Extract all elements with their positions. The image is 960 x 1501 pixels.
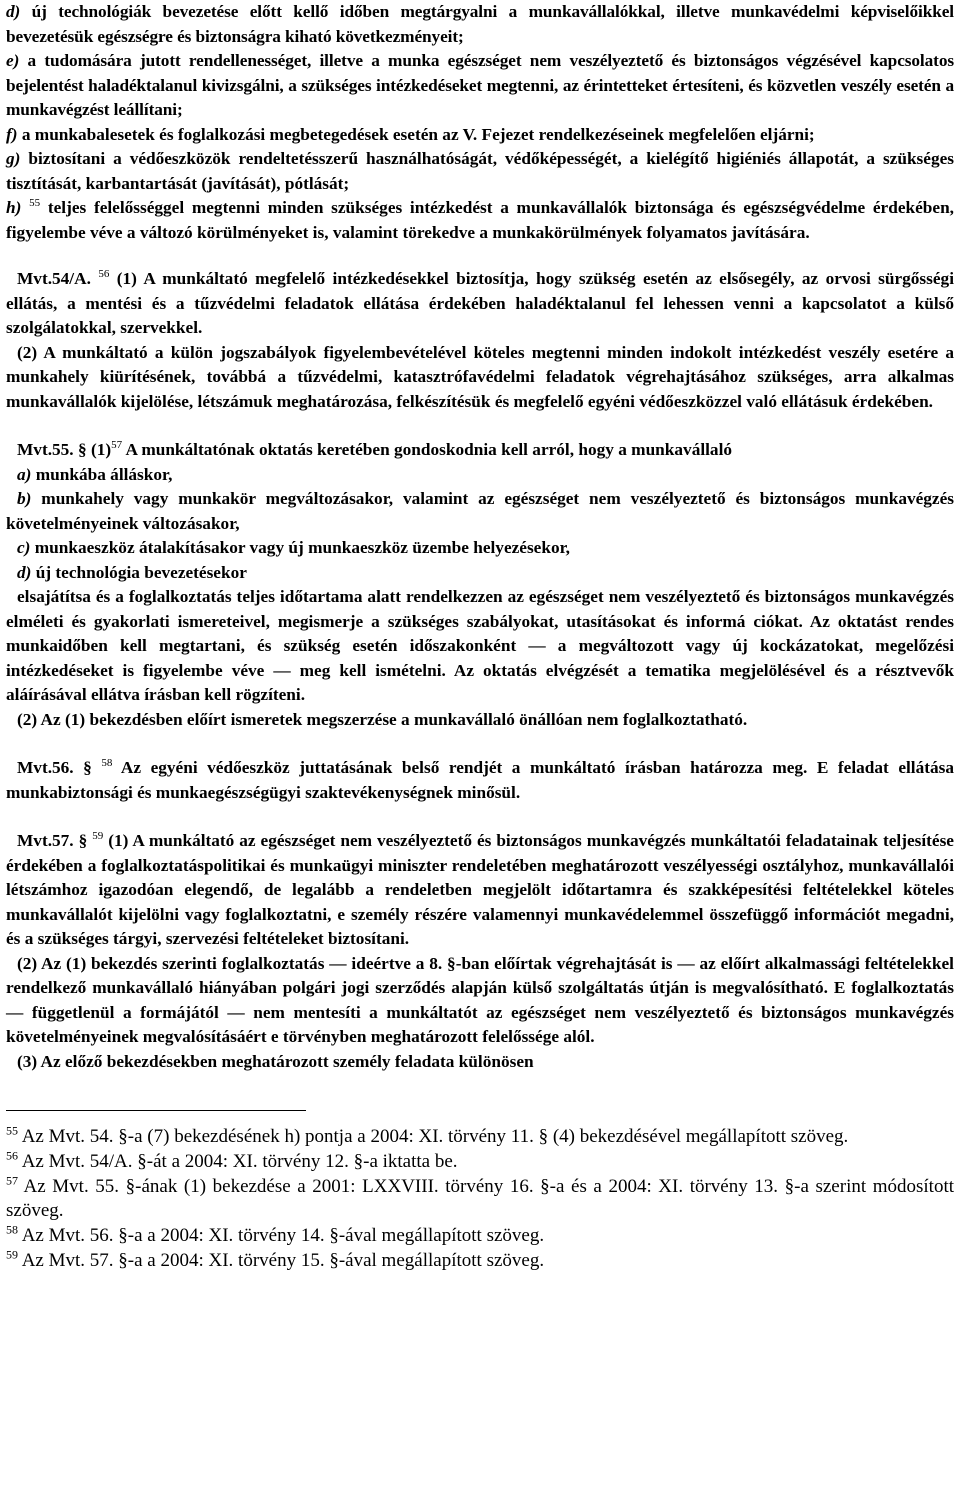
- footnote-number: 57: [6, 1173, 18, 1188]
- footnote-number: 55: [6, 1123, 18, 1138]
- paragraph-text: (2) A munkáltató a külön jogszabályok figyelembevételével köteles megtenni minden indokolt intézkedést veszély esetére a munkahely kiürítésének, továbbá a tűzvédelmi, katasztrófavédelmi feladatok végrehajtásához szükséges, arra alkalmas munkavállalók kijelölése, létszámuk meghatározása, felkészítésük és megfelelő egyéni védőeszközzel való ellátásuk érdekében.: [6, 342, 954, 411]
- section-sign: §: [83, 758, 92, 777]
- paragraph-text: A munkáltatónak oktatás keretében gondoskodnia kell arról, hogy a munkavállaló: [125, 440, 733, 459]
- footnote-text: Az Mvt. 56. §-a a 2004: XI. törvény 14. §-ával megállapított szöveg.: [21, 1225, 545, 1246]
- paragraph-text: (2) Az (1) bekezdés szerinti foglalkoztatás — ideértve a 8. §-ban előírtak végrehajtását is — az előírt alkalmassági feltételekkel rendelkező munkavállaló hiányában polgári jogi szerződés alapján külső szolgáltatás útján is megvalósítható. E foglalkoztatás — függetlenül a formájától — nem mentesíti a munkáltatót az egészséget nem veszélyeztető és biztonságos munkavégzés követelményeinek megvalósításáért e törvényben meghatározott felelőssége alól.: [6, 953, 954, 1046]
- paragraph-text: (2) Az (1) bekezdésben előírt ismeretek megszerzése a munkavállaló önállóan nem foglalkoztatható.: [17, 709, 748, 729]
- item-label: g): [6, 149, 21, 168]
- section-54a-p1: [6, 267, 954, 341]
- item-label: d): [6, 2, 21, 21]
- list-item: [6, 487, 954, 536]
- paragraph-text: Az egyéni védőeszköz juttatásának belső rendjét a munkáltató írásban határozza meg. E feladat ellátása munkabiztonsági és munkaegészségügyi szaktevékenységnek minősül.: [6, 758, 954, 802]
- footnote-ref: 56: [98, 268, 110, 281]
- item-text: munkahely vagy munkakör megváltozásakor, valamint az egészséget nem veszélyeztető és biztonságos munkavégzés követelményeinek változásakor,: [6, 489, 954, 533]
- footnotes: [6, 1125, 954, 1273]
- footnote-number: 56: [6, 1148, 18, 1163]
- footnote: [6, 1224, 954, 1248]
- paragraph-text: (1) A munkáltató az egészséget nem veszélyeztető és biztonságos munkavégzés munkáltatói feladatainak teljesítése érdekében a foglalkoztatáspolitikai és munkaügyi miniszter rendeletében meghatározott veszélyességi osztályhoz, munkavállalói létszámhoz igazodóan elegendő, de legalább a rendeletben megjelölt időtartamra és szakképesítési feltételekkel köteles munkavállalót kijelölni vagy foglalkoztatni, e személy részére valamennyi munkavédelemmel összefüggő információt megadni, és a szükséges tárgyi, szervezési feltételeket biztosítani.: [6, 831, 954, 948]
- paragraph-text: (1) A munkáltató megfelelő intézkedésekkel biztosítja, hogy szükség esetén az elsősegély, az orvosi sürgősségi ellátás, a mentési és a tűzvédelmi feladatok ellátása érdekében haladéktalanul fel lehessen venni a kapcsolatot a külső szolgálatokkal, szervekkel.: [6, 269, 954, 337]
- footnote-text: Az Mvt. 57. §-a a 2004: XI. törvény 15. §-ával megállapított szöveg.: [21, 1250, 545, 1271]
- footnote-ref: 57: [111, 439, 123, 452]
- list-item: [6, 463, 954, 488]
- item-label: e): [6, 51, 20, 70]
- section-55-p1: [6, 438, 954, 463]
- section-heading: Mvt.56.: [17, 758, 74, 777]
- section-57-p1: [6, 829, 954, 952]
- section-54a-p2: [6, 341, 954, 415]
- footnote-number: 59: [6, 1247, 18, 1262]
- footnote-ref: 59: [92, 830, 104, 843]
- section-57-p2: [6, 952, 954, 1050]
- footnote-ref: 55: [29, 197, 41, 210]
- section-sign: §: [78, 831, 88, 850]
- section-56-p1: [6, 756, 954, 805]
- section-heading: Mvt.57.: [17, 831, 74, 850]
- item-d: [6, 0, 954, 49]
- item-e: [6, 49, 954, 123]
- section-55-p2: [6, 708, 954, 733]
- item-text: teljes felelősséggel megtenni minden szükséges intézkedést a munkavállalók biztonsága és egészségvédelme érdekében, figyelembe véve a változó körülményeket is, valamint törekedve a munkakörülmények folyamatos javítására.: [6, 198, 955, 242]
- item-text: biztosítani a védőeszközök rendeltetésszerű használhatóságát, védőképességét, a kielégítő higiéniés állapotát, a szükséges tisztítását, karbantartását (javítását), pótlását;: [6, 149, 954, 193]
- item-label: b): [17, 489, 32, 508]
- item-text: a munkabalesetek és foglalkozási megbetegedések esetén az V. Fejezet rendelkezéseinek megfelelően eljárni;: [21, 124, 815, 144]
- footnote: [6, 1150, 954, 1174]
- footnote-ref: 58: [101, 757, 113, 770]
- footnote-text: Az Mvt. 55. §-ának (1) bekezdése a 2001: LXXVIII. törvény 16. §-a és a 2004: XI. törvény 13. §-a szerint módosított szöveg.: [6, 1176, 955, 1221]
- footnote-number: 58: [6, 1222, 18, 1237]
- item-g: [6, 147, 954, 196]
- footnote: [6, 1125, 954, 1149]
- item-label: d): [17, 562, 32, 582]
- footnote-text: Az Mvt. 54/A. §-át a 2004: XI. törvény 12. §-a iktatta be.: [21, 1151, 458, 1172]
- item-text: munkába álláskor,: [35, 464, 173, 484]
- footnote-separator: [6, 1110, 306, 1111]
- item-text: új technológiák bevezetése előtt kellő időben megtárgyalni a munkavállalókkal, illetve munkavédelmi képviselőikkel bevezetésük egészségre és biztonságra kiható következményeit;: [6, 2, 954, 46]
- item-label: a): [17, 464, 32, 484]
- section-heading: Mvt.55.: [17, 440, 74, 459]
- list-item: [6, 536, 954, 561]
- section-57-p3: [6, 1050, 954, 1075]
- paragraph-number: (1): [90, 440, 112, 459]
- item-text: új technológia bevezetésekor: [35, 562, 247, 582]
- section-sign: §: [77, 440, 87, 459]
- paragraph-continuation: [6, 585, 954, 708]
- paragraph-text: (3) Az előző bekezdésekben meghatározott személy feladata különösen: [17, 1051, 534, 1071]
- footnote: [6, 1249, 954, 1273]
- paragraph-text: elsajátítsa és a foglalkoztatás teljes időtartama alatt rendelkezzen az egészséget nem veszélyeztető és biztonságos munkavégzés elméleti és gyakorlati ismereteivel, megismerje a szükséges szabályokat, utasításokat és informá ciókat. Az oktatást rendes munkaidőben kell megtartani, és szükség esetén időszakonként — a megváltozott vagy új kockázatokat, megelőzési intézkedéseket is figyelembe véve — meg kell ismételni. Az oktatás elvégzését a tematika megjelölésével és a résztvevők aláírásával ellátva írásban kell rögzíteni.: [6, 587, 954, 704]
- item-text: a tudomására jutott rendellenességet, illetve a munka egészséget nem veszélyeztető és biztonságos végzésével kapcsolatos bejelentést haladéktalanul kivizsgálni, a szükséges intézkedéseket megtenni, az érintetteket értesíteni, és közvetlen veszély esetén a munkavégzést leállítani;: [6, 51, 954, 119]
- footnote: [6, 1175, 954, 1223]
- section-heading: Mvt.54/A.: [17, 269, 91, 288]
- item-label: h): [6, 198, 22, 217]
- footnote-text: Az Mvt. 54. §-a (7) bekezdésének h) pontja a 2004: XI. törvény 11. § (4) bekezdésével megállapított szöveg.: [21, 1126, 849, 1147]
- item-text: munkaeszköz átalakításakor vagy új munkaeszköz üzembe helyezésekor,: [34, 538, 571, 557]
- item-h: [6, 196, 954, 245]
- item-f: [6, 123, 954, 148]
- document-body: [6, 0, 954, 1074]
- list-item: [6, 561, 954, 586]
- item-label: c): [17, 538, 31, 557]
- item-label: f): [6, 124, 18, 144]
